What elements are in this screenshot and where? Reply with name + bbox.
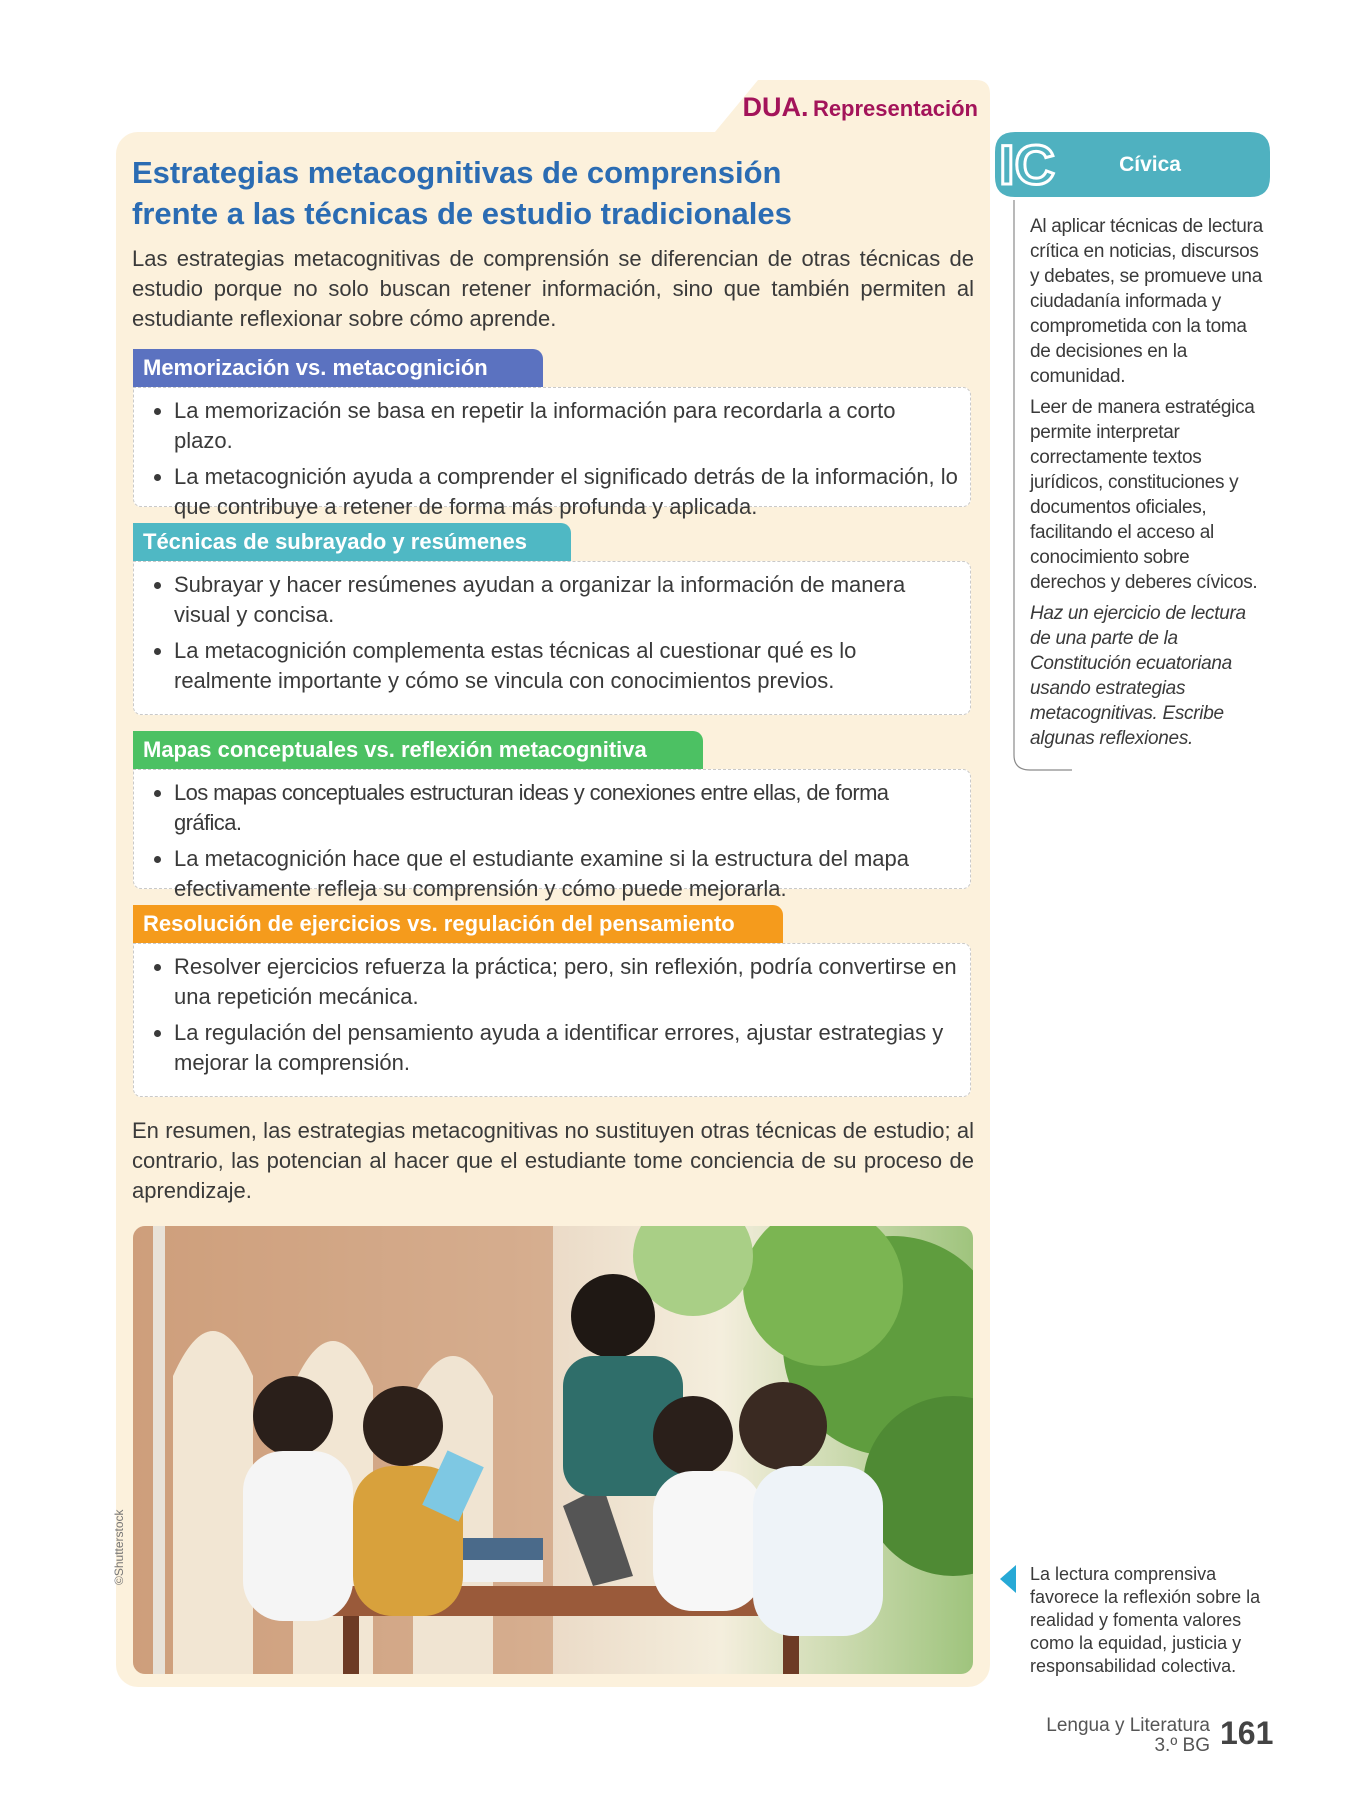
section-heading-resolucion: Resolución de ejercicios vs. regulación del pensamiento	[133, 905, 783, 943]
photo-caption: La lectura comprensiva favorece la reflexión sobre la realidad y fomenta valores como la equidad, justicia y responsabilidad colectiva.	[1030, 1564, 1261, 1676]
bullet-item: • Subrayar y hacer resúmenes ayudan a organizar la información de manera visual y concisa.	[174, 570, 958, 630]
bullet-item: • Resolver ejercicios refuerza la práctica; pero, sin reflexión, podría convertirse en una repetición mecánica.	[174, 952, 958, 1012]
section-box-memorizacion	[133, 387, 971, 519]
bullet-item: • La regulación del pensamiento ayuda a identificar errores, ajustar estrategias y mejorar la comprensión.	[174, 1018, 958, 1078]
bullet-item: • La metacognición complementa estas técnicas al cuestionar qué es lo realmente importante y cómo se vincula con conocimientos previos.	[174, 636, 958, 696]
page-title	[132, 152, 832, 234]
students-photo	[133, 1226, 973, 1674]
page-title-line-2: frente a las técnicas de estudio tradicionales	[132, 196, 792, 231]
bullet-list	[134, 770, 970, 904]
civica-activity: Haz un ejercicio de lectura de una parte de la Constitución ecuatoriana usando estrategias metacognitivas. Escribe algunas reflexiones.	[1030, 603, 1246, 749]
caption-pointer-icon	[1000, 1565, 1018, 1593]
bullet-item: • Los mapas conceptuales estructuran ideas y conexiones entre ellas, de forma gráfica.	[174, 778, 958, 838]
photo-credit: ©Shutterstock	[112, 1509, 126, 1585]
summary-paragraph: En resumen, las estrategias metacognitivas no sustituyen otras técnicas de estudio; al contrario, las potencian al hacer que el estudiante tome conciencia de su proceso de aprendizaje.	[132, 1118, 974, 1203]
dua-sublabel: Representación	[812, 96, 978, 121]
civica-paragraph-1: Al aplicar técnicas de lectura crítica en noticias, discursos y debates, se promueve una ciudadanía informada y comprometida con la toma de decisiones en la comunidad.	[1030, 216, 1263, 387]
civica-badge-letters: IC	[999, 133, 1055, 196]
page-title-line-1: Estrategias metacognitivas de comprensión	[132, 155, 782, 190]
dua-tab	[710, 80, 990, 138]
section-heading-memorizacion: Memorización vs. metacognición	[133, 349, 543, 387]
bullet-item: • La memorización se basa en repetir la información para recordarla a corto plazo.	[174, 396, 958, 456]
page-number: 161	[1220, 1715, 1274, 1751]
bullet-list	[134, 562, 970, 696]
bullet-item: • La metacognición ayuda a comprender el significado detrás de la información, lo que contribuye a retener de forma más profunda y aplicada.	[174, 462, 958, 522]
footer-subject	[1046, 1716, 1210, 1756]
civica-paragraph-2: Leer de manera estratégica permite interpretar correctamente textos jurídicos, constituciones y documentos oficiales, facilitando el acceso al conocimiento sobre derechos y deberes cívicos.	[1030, 397, 1258, 593]
section-box-resolucion	[133, 943, 971, 1097]
section-box-mapas	[133, 769, 971, 901]
section-heading-subrayado: Técnicas de subrayado y resúmenes	[133, 523, 571, 561]
section-box-subrayado	[133, 561, 971, 715]
footer-subject-name: Lengua y Literatura	[1046, 1715, 1210, 1736]
dua-label: DUA.	[742, 92, 809, 122]
section-heading-mapas: Mapas conceptuales vs. reflexión metacognitiva	[133, 731, 703, 769]
civica-text	[1030, 214, 1270, 757]
footer-grade: 3.º BG	[1154, 1735, 1210, 1756]
bullet-list	[134, 944, 970, 1078]
students-photo-illustration	[133, 1226, 973, 1674]
bullet-item: • La metacognición hace que el estudiante examine si la estructura del mapa efectivamente refleja su comprensión y cómo puede mejorarla.	[174, 844, 958, 904]
bullet-list	[134, 388, 970, 522]
intro-paragraph: Las estrategias metacognitivas de comprensión se diferencian de otras técnicas de estudio porque no solo buscan retener información, sino que también permiten al estudiante reflexionar sobre cómo aprende.	[132, 246, 974, 331]
civica-label: Cívica	[1119, 153, 1181, 176]
